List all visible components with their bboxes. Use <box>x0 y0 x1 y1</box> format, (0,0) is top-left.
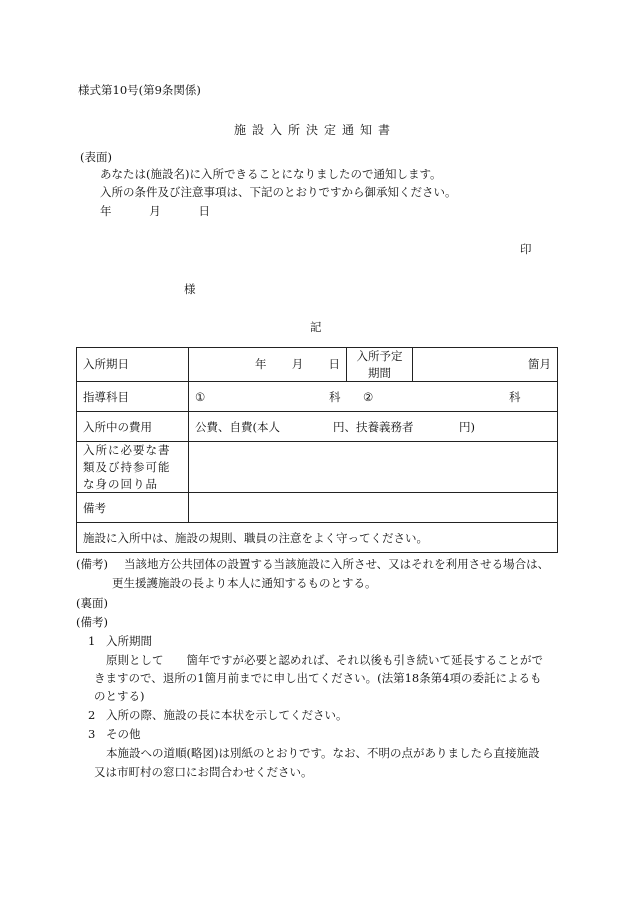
label-cost <box>77 412 189 442</box>
item-3-body-2: 又は市町村の窓口にお問合わせください。 <box>94 765 313 779</box>
guidance-subjects-value[interactable] <box>189 382 558 412</box>
item-3-title: その他 <box>106 727 141 741</box>
item-1-number: 1 <box>88 634 96 648</box>
remarks-value[interactable] <box>189 493 558 523</box>
planned-period-value[interactable] <box>413 348 558 382</box>
subject-1-marker: ① <box>195 389 206 404</box>
item-3-number: 3 <box>88 727 96 741</box>
ki-heading: 記 <box>310 320 322 334</box>
label-remarks <box>77 493 189 523</box>
date-year: 年 <box>100 204 112 218</box>
label-admission-date <box>77 348 189 382</box>
face-label: (表面) <box>80 150 112 164</box>
year-unit: 年 <box>255 357 267 372</box>
cost-text-c: 円) <box>459 419 475 434</box>
back-remarks-heading: (備考) <box>76 615 108 629</box>
item-1-body-3: のとする) <box>94 689 145 703</box>
planned-label-line1: 入所予定 <box>356 349 403 363</box>
label-admission-date-text <box>83 356 182 373</box>
table-row-rules <box>77 523 558 553</box>
addressee-honorific: 様 <box>184 282 196 296</box>
subject-2-marker: ② <box>363 389 374 404</box>
remarks-text-2: 更生援護施設の長より本人に通知するものとする。 <box>112 576 377 590</box>
back-label: (裏面) <box>76 596 108 610</box>
label-planned-period <box>347 348 413 382</box>
date-day: 日 <box>198 204 210 218</box>
remarks-heading: (備考) <box>76 557 108 571</box>
intro-line-2: 入所の条件及び注意事項は、下記のとおりですから御承知ください。 <box>100 185 457 199</box>
label-text: 入所期日 <box>83 357 129 372</box>
documents-value[interactable] <box>189 442 558 493</box>
issue-date <box>100 203 210 220</box>
label-text: 入所中の費用 <box>83 419 152 434</box>
date-month: 月 <box>149 204 161 218</box>
notice-table <box>76 347 558 553</box>
admission-date-value[interactable] <box>189 348 347 382</box>
item-1-title: 入所期間 <box>106 634 152 648</box>
table-row-cost <box>77 412 558 442</box>
label-text: 備考 <box>83 500 106 515</box>
rules-notice <box>77 523 558 553</box>
label-documents <box>77 442 189 493</box>
remarks-text-1: 当該地方公共団体の設置する当該施設に入所させ、又はそれを利用させる場合は、 <box>124 557 550 571</box>
intro-line-1: あなたは(施設名)に入所できることになりましたので通知します。 <box>100 167 442 181</box>
item-1-body-2: きますので、退所の1箇月前までに申し出てください。(法第18条第4項の委託によるも <box>94 671 542 685</box>
subject-1-unit: 科 <box>329 389 341 404</box>
month-unit: 月 <box>291 357 304 372</box>
label-guidance-subjects <box>77 382 189 412</box>
seal-mark: 印 <box>520 242 532 256</box>
cost-value[interactable] <box>189 412 558 442</box>
label-text: 入所に必要な書類及び持参可能な身の回り品 <box>83 443 171 491</box>
planned-label-line2: 期間 <box>368 365 391 380</box>
item-3-body-1: 本施設への道順(略図)は別紙のとおりです。なお、不明の点がありましたら直接施設 <box>106 746 540 760</box>
document-title: 施設入所決定通知書 <box>233 123 396 137</box>
cost-text-b: 円、扶養義務者 <box>333 419 414 434</box>
form-number: 様式第10号(第9条関係) <box>78 83 201 97</box>
item-2-text: 入所の際、施設の長に本状を示してください。 <box>106 708 348 722</box>
table-row-admission-date <box>77 348 558 382</box>
months-unit: 箇月 <box>528 357 551 372</box>
item-1-body-1: 原則として 箇年ですが必要と認めれば、それ以後も引き続いて延長することがで <box>106 653 543 667</box>
day-unit: 日 <box>328 357 340 372</box>
label-text: 指導科目 <box>83 389 129 404</box>
item-2-number: 2 <box>88 708 96 722</box>
table-row-remarks <box>77 493 558 523</box>
cost-text-a: 公費、自費(本人 <box>195 419 280 434</box>
table-row-guidance-subjects <box>77 382 558 412</box>
rules-text: 施設に入所中は、施設の規則、職員の注意をよく守ってください。 <box>83 530 428 545</box>
table-row-documents <box>77 442 558 493</box>
subject-2-unit: 科 <box>509 389 521 404</box>
